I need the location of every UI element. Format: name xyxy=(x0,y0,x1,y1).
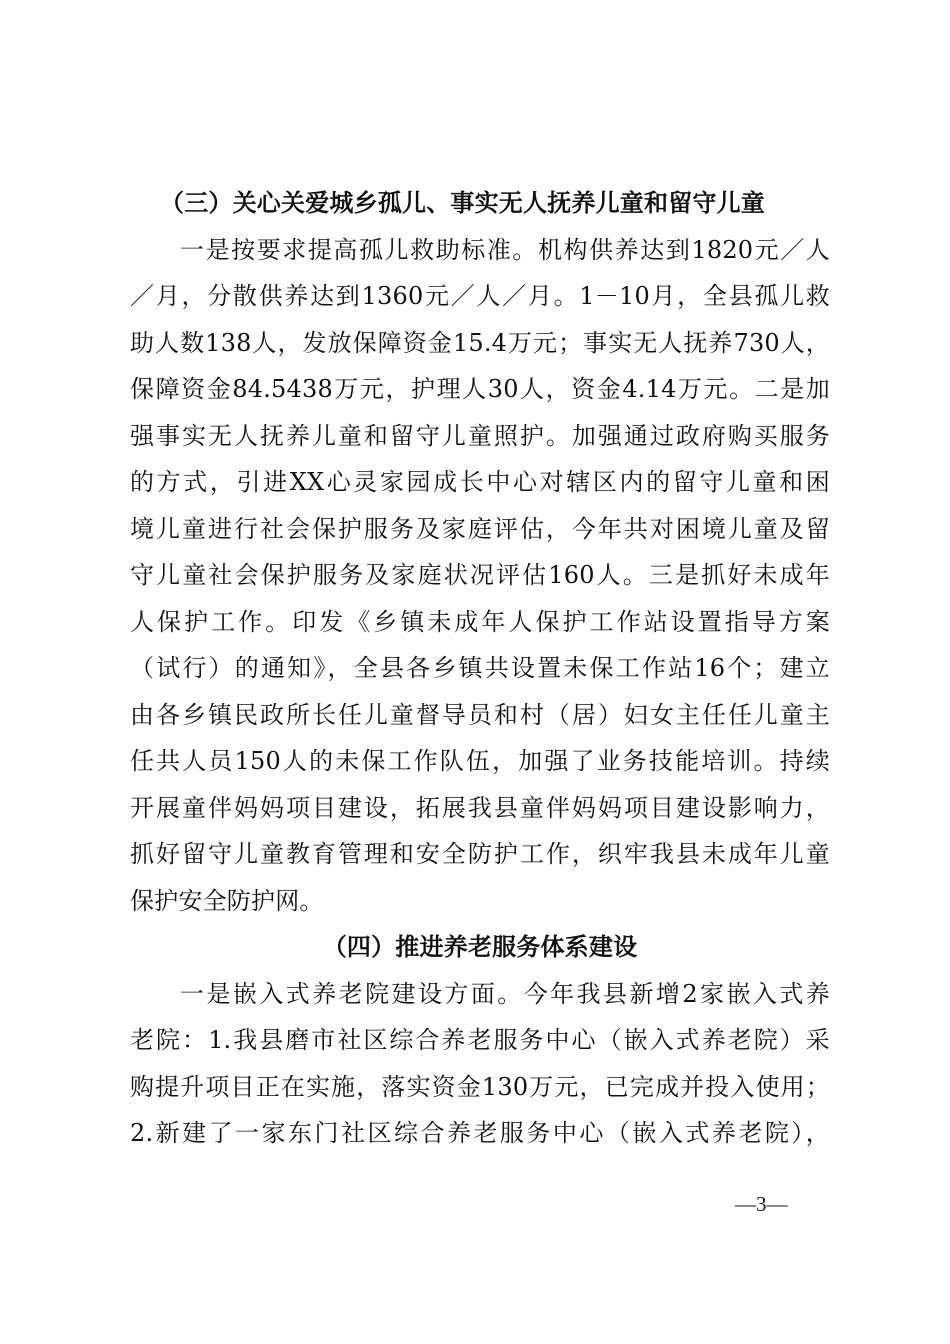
paragraph-line: ／月，分散供养达到1360元／人／月。1－10月，全县孤儿救 xyxy=(130,282,830,310)
paragraph-line: 助人数138人，发放保障资金15.4万元；事实无人抚养730人， xyxy=(130,328,830,357)
paragraph-line-last: 保护安全防护网。 xyxy=(130,886,324,915)
paragraph-line: 购提升项目正在实施，落实资金130万元，已完成并投入使用； xyxy=(130,1072,830,1101)
section-heading-3: （三）关心关爱城乡孤儿、事实无人抚养儿童和留守儿童 xyxy=(160,188,765,217)
paragraph-line: 抓好留守儿童教育管理和安全防护工作，织牢我县未成年儿童 xyxy=(130,840,830,868)
section-heading-4: （四）推进养老服务体系建设 xyxy=(322,932,638,961)
paragraph-line: 守儿童社会保护服务及家庭状况评估160人。三是抓好未成年 xyxy=(130,561,830,589)
paragraph-line: 境儿童进行社会保护服务及家庭评估，今年共对困境儿童及留 xyxy=(130,514,830,543)
paragraph-line: 老院：1.我县磨市社区综合养老服务中心（嵌入式养老院）采 xyxy=(130,1026,830,1054)
document-body xyxy=(130,180,830,1157)
paragraph-line: 强事实无人抚养儿童和留守儿童照护。加强通过政府购买服务 xyxy=(130,421,830,450)
paragraph-line: 一是嵌入式养老院建设方面。今年我县新增2家嵌入式养 xyxy=(180,979,830,1008)
paragraph-line: 任共人员150人的未保工作队伍，加强了业务技能培训。持续 xyxy=(130,747,830,775)
page-number: —3— xyxy=(735,1192,788,1216)
paragraph-line: （试行）的通知》，全县各乡镇共设置未保工作站16个；建立 xyxy=(130,654,830,682)
paragraph-line: 2.新建了一家东门社区综合养老服务中心（嵌入式养老院）， xyxy=(130,1119,830,1147)
paragraph-line: 由各乡镇民政所长任儿童督导员和村（居）妇女主任任儿童主 xyxy=(130,700,830,729)
paragraph-line: 保障资金84.5438万元，护理人30人，资金4.14万元。二是加 xyxy=(130,375,830,403)
paragraph-line: 一是按要求提高孤儿救助标准。机构供养达到1820元／人 xyxy=(180,235,830,264)
paragraph-line: 开展童伴妈妈项目建设，拓展我县童伴妈妈项目建设影响力， xyxy=(130,793,830,822)
paragraph-line: 的方式，引进XX心灵家园成长中心对辖区内的留守儿童和困 xyxy=(130,468,830,496)
paragraph-line: 人保护工作。印发《乡镇未成年人保护工作站设置指导方案 xyxy=(130,607,830,636)
